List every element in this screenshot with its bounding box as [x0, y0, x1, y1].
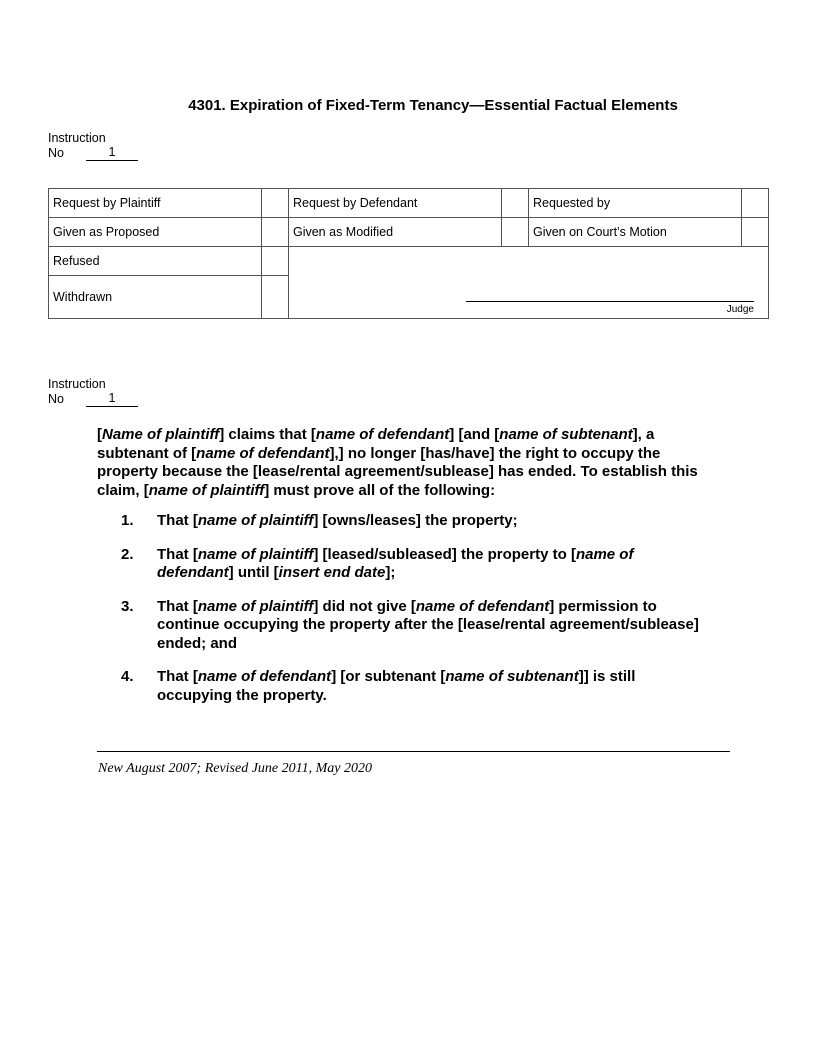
- judge-signature-area: [288, 247, 768, 319]
- given-on-courts-motion-label: Given on Court’s Motion: [528, 218, 741, 247]
- list-item-number: 4.: [121, 668, 134, 685]
- request-by-defendant-checkbox[interactable]: [502, 189, 529, 218]
- placeholder-text: name of plaintiff: [148, 481, 265, 499]
- revision-history: New August 2007; Revised June 2011, May 2020: [98, 761, 372, 776]
- intro-paragraph: [97, 426, 717, 500]
- instruction-number-block-top: [48, 131, 138, 161]
- placeholder-text: name of defendant: [196, 444, 330, 462]
- text-run: ] until [: [228, 564, 279, 581]
- placeholder-text: name of defendant: [157, 545, 634, 581]
- request-disposition-table: [48, 188, 769, 319]
- given-as-proposed-label: Given as Proposed: [49, 218, 262, 247]
- text-run: ] permission to continue occupying the property after the [lease/rental agreement/sublease] ended; and: [157, 597, 699, 652]
- instruction-label: Instruction: [48, 377, 106, 391]
- list-item-text: [157, 546, 709, 583]
- text-run: [: [97, 426, 102, 443]
- request-by-plaintiff-label: Request by Plaintiff: [49, 189, 262, 218]
- text-run: That [: [157, 668, 198, 685]
- instruction-number: 1: [86, 146, 138, 161]
- request-by-defendant-label: Request by Defendant: [288, 189, 501, 218]
- placeholder-text: name of subtenant: [445, 668, 579, 685]
- placeholder-text: name of plaintiff: [197, 512, 314, 529]
- text-run: ] [or subtenant [: [331, 668, 446, 685]
- no-label: No: [48, 392, 64, 406]
- placeholder-text: name of defendant: [197, 668, 332, 685]
- text-run: ] must prove all of the following:: [264, 481, 496, 499]
- instruction-body: [97, 426, 717, 720]
- refused-label: Refused: [49, 247, 262, 276]
- withdrawn-checkbox[interactable]: [262, 276, 289, 319]
- text-run: That [: [157, 545, 198, 563]
- text-run: ] claims that [: [219, 426, 316, 443]
- placeholder-text: name of plaintiff: [197, 597, 314, 615]
- list-item: [97, 512, 717, 531]
- list-item-number: 1.: [121, 512, 134, 529]
- text-run: ] [and [: [449, 426, 500, 443]
- text-run: ] [owns/leases] the property;: [313, 512, 518, 529]
- essential-elements-list: [97, 512, 717, 705]
- text-run: ] did not give [: [313, 597, 416, 615]
- text-run: ], a subtenant of [: [97, 426, 655, 462]
- list-item-number: 2.: [121, 545, 134, 563]
- judge-label: Judge: [726, 304, 754, 315]
- placeholder-text: name of plaintiff: [197, 545, 314, 563]
- divider: [97, 751, 730, 752]
- placeholder-text: name of defendant: [415, 597, 550, 615]
- placeholder-text: name of defendant: [315, 426, 450, 443]
- request-by-plaintiff-checkbox[interactable]: [262, 189, 289, 218]
- list-item-text: [157, 668, 709, 705]
- list-item-text: [157, 598, 709, 654]
- text-run: ],] no longer [has/have] the right to occupy the property because the [lease/rental agreement/sublease] has ended. To establish this claim, [: [97, 444, 698, 499]
- text-run: That [: [157, 512, 198, 529]
- refused-checkbox[interactable]: [262, 247, 289, 276]
- judge-signature-line[interactable]: [466, 301, 754, 302]
- given-as-proposed-checkbox[interactable]: [262, 218, 289, 247]
- instruction-number-block-bottom: [48, 377, 138, 407]
- given-on-courts-motion-checkbox[interactable]: [742, 218, 769, 247]
- instruction-label: Instruction: [48, 131, 106, 145]
- given-as-modified-checkbox[interactable]: [502, 218, 529, 247]
- instruction-number: 1: [86, 392, 138, 407]
- placeholder-text: insert end date: [278, 564, 386, 581]
- text-run: That [: [157, 597, 198, 615]
- requested-by-label: Requested by: [528, 189, 741, 218]
- given-as-modified-label: Given as Modified: [288, 218, 501, 247]
- no-label: No: [48, 146, 64, 160]
- list-item-number: 3.: [121, 597, 134, 615]
- list-item: [97, 598, 717, 654]
- text-run: ];: [385, 564, 396, 581]
- list-item-text: [157, 512, 709, 531]
- list-item: [97, 546, 717, 583]
- instruction-title: 4301. Expiration of Fixed-Term Tenancy—Essential Factual Elements: [188, 97, 678, 114]
- list-item: [97, 668, 717, 705]
- placeholder-text: Name of plaintiff: [102, 426, 220, 443]
- text-run: ]] is still occupying the property.: [157, 668, 636, 704]
- withdrawn-label: Withdrawn: [49, 276, 262, 319]
- text-run: ] [leased/subleased] the property to [: [313, 545, 576, 563]
- placeholder-text: name of subtenant: [499, 426, 633, 443]
- requested-by-checkbox[interactable]: [742, 189, 769, 218]
